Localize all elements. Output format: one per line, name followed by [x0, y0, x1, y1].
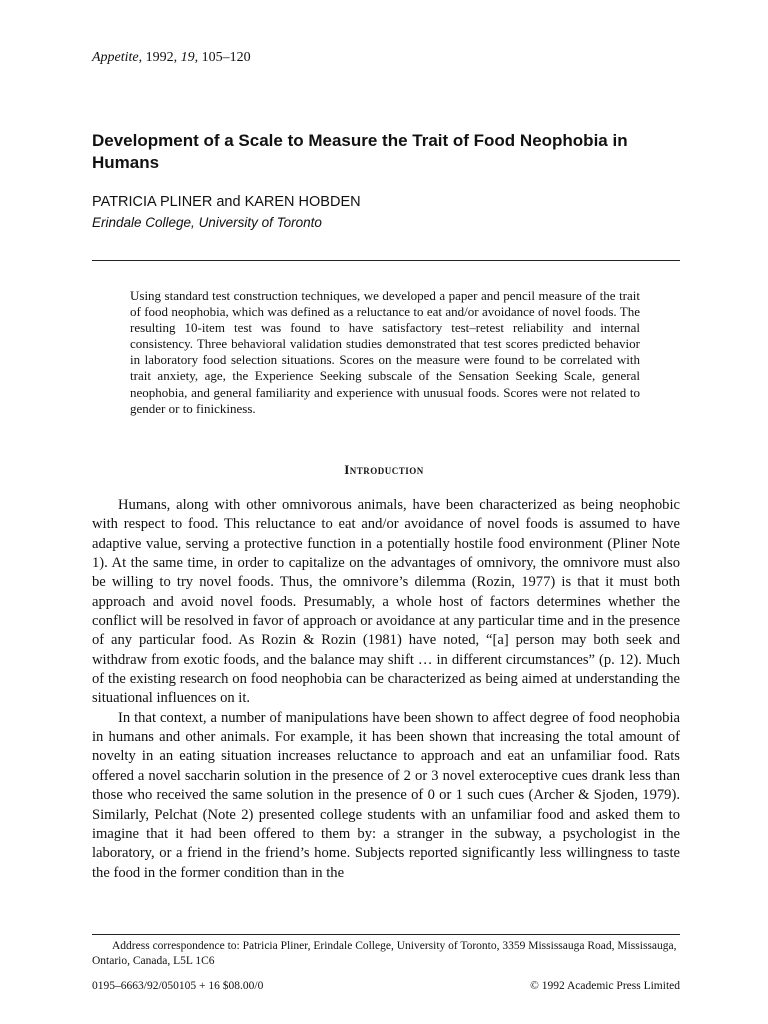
abstract: Using standard test construction techniques, we developed a paper and pencil measure of the trait of food neophobia, which was defined as a reluctance to eat and/or avoidance of novel foods. The resulting 10-item test was found to have satisfactory test–retest reliability and internal consistency. Three behavioral validation studies demonstrated that test scores predicted behavior in laboratory food selection situations. Scores on the measure were found to be correlated with trait anxiety, age, the Experience Seeking subscale of the Sensation Seeking Scale, general neophobia, and general familiarity and experience with unusual foods. Scores were not related to gender or to finickiness. — [130, 288, 640, 416]
journal-citation — [92, 50, 251, 66]
copyright-notice: © 1992 Academic Press Limited — [530, 980, 680, 992]
journal-pages: , 105–120 — [194, 50, 251, 65]
correspondence-footnote: Address correspondence to: Patricia Pliner, Erindale College, University of Toronto, 3359 Mississauga Road, Mississauga, Ontario, Canada, L5L 1C6 — [92, 940, 677, 967]
footnote-divider — [92, 934, 680, 935]
author-affiliation: Erindale College, University of Toronto — [92, 215, 322, 230]
section-heading-introduction: Introduction — [344, 462, 424, 477]
journal-year: , 1992, — [138, 50, 181, 65]
article-code: 0195–6663/92/050105 + 16 $08.00/0 — [92, 980, 264, 992]
body-paragraph-2: In that context, a number of manipulations have been shown to affect degree of food neophobia in humans and other animals. For example, it has been shown that increasing the total amount of novelty in an eating situation increases reluctance to approach and eat an unfamiliar food. Rats offered a novel saccharin solution in the presence of 2 or 3 novel exteroceptive cues drank less than those who received the same solution in the presence of 0 or 1 such cues (Archer & Sjoden, 1979). Similarly, Pelchat (Note 2) presented college students with an unfamiliar food and asked them to imagine that it had been offered to them by: a stranger in the subway, a psychologist in the laboratory, or a friend in the friend’s home. Subjects reported significantly less willingness to taste the food in the former condition than in the — [92, 709, 680, 881]
journal-name: Appetite — [92, 50, 139, 65]
article-authors: PATRICIA PLINER and KAREN HOBDEN — [92, 194, 361, 210]
body-paragraph-1: Humans, along with other omnivorous animals, have been characterized as being neophobic with respect to food. This reluctance to eat and/or avoidance of novel foods is assumed to have adaptive value, serving a protective function in a potentially hostile food environment (Pliner Note 1). At the same time, in order to capitalize on the advantages of omnivory, the omnivore must also be willing to try novel foods. Thus, the omnivore’s dilemma (Rozin, 1977) is that it must both approach and avoid novel foods. Presumably, a whole host of factors determines whether the conflict will be resolved in favor of approach or avoidance at any particular time and in the presence of any particular food. As Rozin & Rozin (1981) have noted, “[a] person may both seek and withdraw from exotic foods, and the balance may shift … in different circumstances” (p. 12). Much of the existing research on food neophobia can be characterized as being aimed at understanding the situational influences on it. — [92, 497, 680, 707]
journal-volume: 19 — [180, 50, 195, 65]
article-title: Development of a Scale to Measure the Trait of Food Neophobia in Humans — [92, 131, 628, 172]
header-divider — [92, 260, 680, 261]
body-text — [92, 496, 680, 883]
